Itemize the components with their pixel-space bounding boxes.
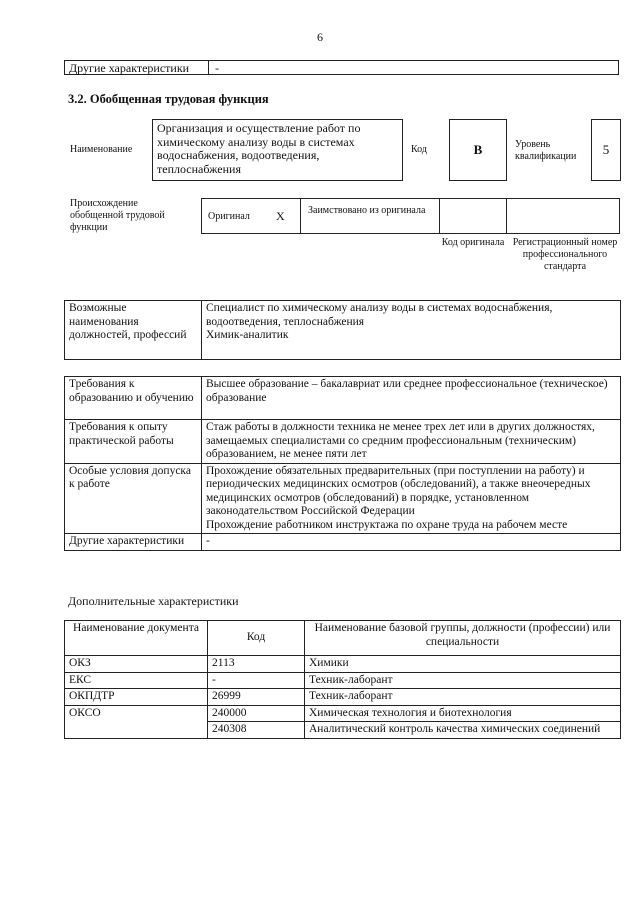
positions-value: [202, 301, 621, 360]
table-row: [65, 534, 621, 551]
table-row: [65, 722, 621, 739]
cell: 240308: [208, 722, 305, 739]
req-value-conditions-2: Прохождение работником инструктажа по охране труда на рабочем месте: [206, 518, 568, 531]
cell: Аналитический контроль качества химических соединений: [305, 722, 621, 739]
cell: 26999: [208, 689, 305, 706]
code-value: B: [473, 142, 483, 157]
level-value: 5: [602, 142, 610, 157]
req-label-experience: Требования к опыту практической работы: [65, 420, 202, 464]
positions-table: [64, 300, 621, 360]
table-row: [65, 689, 621, 706]
table-row: [65, 672, 621, 689]
positions-value-1: Специалист по химическому анализу воды в системах водоснабжения, водоотведения, теплоснабжения: [206, 302, 553, 328]
table-row: [65, 377, 621, 420]
level-label: Уровень квалификации: [515, 139, 577, 162]
header-document: Наименование документа: [65, 621, 208, 656]
req-value-education: Высшее образование – бакалавриат или среднее профессиональное (техническое) образование: [202, 377, 621, 420]
page-number: 6: [317, 30, 323, 44]
section-title: 3.2. Обобщенная трудовая функция: [68, 92, 269, 106]
top-other-characteristics-value: -: [215, 61, 219, 75]
additional-table: [64, 620, 621, 739]
cell: Техник-лаборант: [305, 689, 621, 706]
code-label: Код: [411, 144, 427, 155]
origin-label: Происхождение обобщенной трудовой функции: [70, 198, 165, 233]
reg-number-label: Регистрационный номер профессионального стандарта: [512, 237, 618, 272]
original-mark: X: [276, 209, 285, 223]
name-value-box: [152, 119, 403, 181]
table-row: [65, 656, 621, 673]
borrowed-label: Заимствовано из оригинала: [308, 205, 426, 216]
req-value-conditions-1: Прохождение обязательных предварительных (при поступлении на работу) и периодических медицинских осмотров (обследований), а также внеочередных медицинских осмотров (обследований) в порядке, установленном законодательством Российской Федерации: [206, 464, 591, 517]
cell: Химическая технология и биотехнология: [305, 705, 621, 722]
table-row: [65, 301, 621, 360]
cell: Химики: [305, 656, 621, 673]
name-value: Организация и осуществление работ по химическому анализу воды в системах водоснабжения, водоотведения, теплоснабжения: [157, 121, 361, 177]
cell: [65, 722, 208, 739]
header-code: Код: [208, 621, 305, 656]
req-label-education: Требования к образованию и обучению: [65, 377, 202, 420]
positions-value-2: Химик-аналитик: [206, 329, 289, 341]
top-other-characteristics-row: [64, 60, 619, 75]
cell: ОКЗ: [65, 656, 208, 673]
code-value-box: [449, 119, 507, 181]
cell: 2113: [208, 656, 305, 673]
original-label: Оригинал: [208, 211, 250, 222]
req-value-experience: Стаж работы в должности техника не менее трех лет или в других должностях, замещаемых специалистами со средним профессиональным (техническим) образованием, не менее пяти лет: [202, 420, 621, 464]
header-group: Наименование базовой группы, должности (профессии) или специальности: [305, 621, 621, 656]
cell: ОКСО: [65, 705, 208, 722]
level-value-box: [591, 119, 621, 181]
top-other-characteristics-label: Другие характеристики: [69, 61, 190, 75]
code-original-label: Код оригинала: [441, 237, 505, 248]
origin-table: [201, 198, 620, 234]
requirements-table: [64, 376, 621, 551]
table-row: [65, 705, 621, 722]
req-value-other: -: [202, 534, 621, 551]
positions-label: Возможные наименования должностей, профессий: [65, 301, 202, 360]
req-label-other: Другие характеристики: [65, 534, 202, 551]
additional-title: Дополнительные характеристики: [68, 594, 239, 608]
cell: Техник-лаборант: [305, 672, 621, 689]
cell: ОКПДТР: [65, 689, 208, 706]
table-row: [65, 420, 621, 464]
table-row: [65, 463, 621, 534]
name-label: Наименование: [70, 144, 133, 155]
table-header-row: [65, 621, 621, 656]
req-label-conditions: Особые условия допуска к работе: [65, 463, 202, 534]
cell: 240000: [208, 705, 305, 722]
cell: -: [208, 672, 305, 689]
req-value-conditions: [202, 463, 621, 534]
cell: ЕКС: [65, 672, 208, 689]
